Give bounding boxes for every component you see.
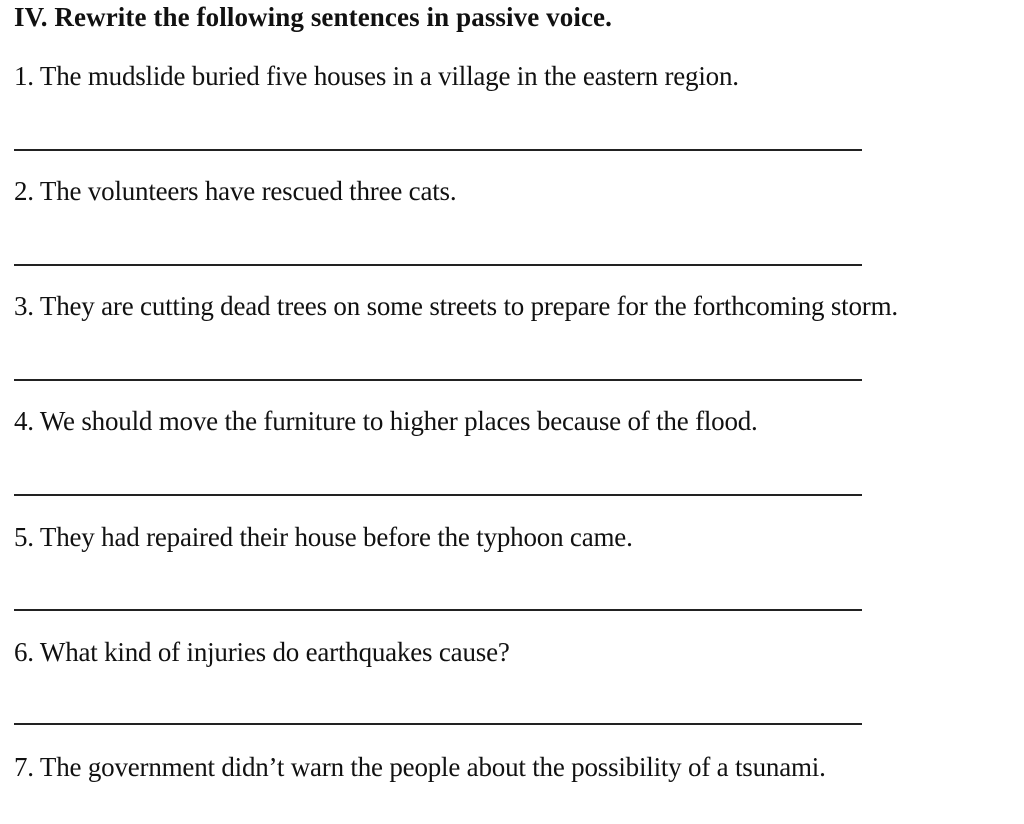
answer-line-1[interactable]	[14, 149, 862, 151]
question-4: 4. We should move the furniture to higher places because of the flood.	[14, 406, 758, 436]
answer-line-3[interactable]	[14, 379, 862, 381]
question-1: 1. The mudslide buried five houses in a village in the eastern region.	[14, 61, 739, 91]
answer-line-6[interactable]	[14, 723, 862, 725]
answer-line-2[interactable]	[14, 264, 862, 266]
question-6: 6. What kind of injuries do earthquakes cause?	[14, 637, 510, 667]
exercise-title: IV. Rewrite the following sentences in passive voice.	[14, 2, 612, 32]
question-2: 2. The volunteers have rescued three cats.	[14, 176, 457, 206]
answer-line-4[interactable]	[14, 494, 862, 496]
question-7: 7. The government didn’t warn the people about the possibility of a tsunami.	[14, 752, 826, 782]
question-5: 5. They had repaired their house before the typhoon came.	[14, 522, 633, 552]
question-3: 3. They are cutting dead trees on some streets to prepare for the forthcoming storm.	[14, 291, 898, 321]
answer-line-5[interactable]	[14, 609, 862, 611]
